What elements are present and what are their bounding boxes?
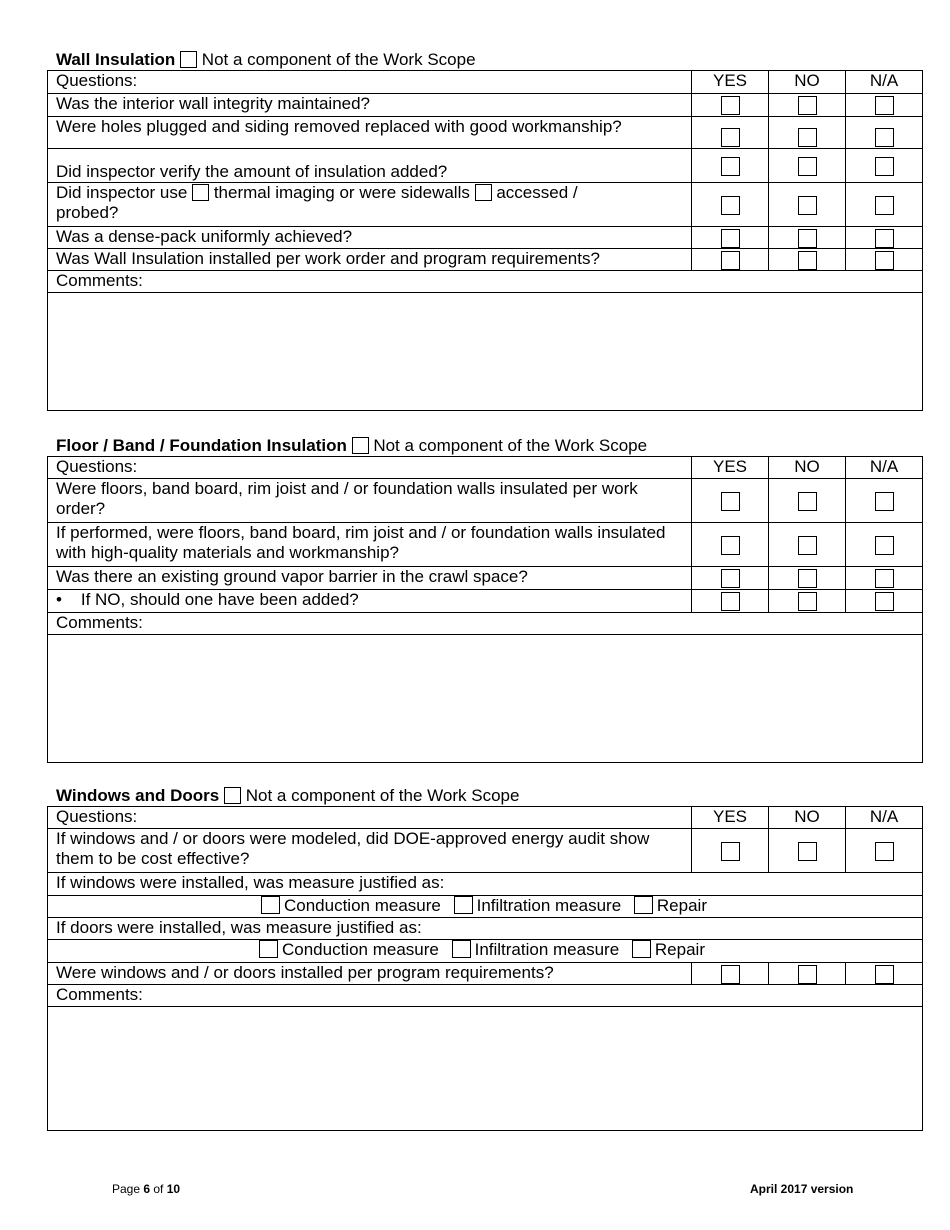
question-part: Did inspector use	[56, 183, 188, 202]
question-text-inspector-method	[48, 183, 692, 227]
bullet-icon: •	[56, 590, 62, 609]
question-text: If NO, should one have been added?	[80, 590, 359, 609]
yes-checkbox[interactable]	[721, 842, 740, 861]
yes-checkbox[interactable]	[721, 128, 740, 147]
na-checkbox[interactable]	[875, 592, 894, 611]
na-checkbox[interactable]	[875, 128, 894, 147]
table-row	[48, 183, 923, 227]
windows-repair-checkbox[interactable]	[634, 896, 653, 914]
table-row	[48, 94, 923, 117]
yes-header: YES	[692, 71, 769, 94]
yes-checkbox[interactable]	[721, 251, 740, 270]
comments-row	[48, 635, 923, 763]
table-header-row	[48, 457, 923, 479]
question-text: Were windows and / or doors installed per program requirements?	[48, 963, 692, 985]
question-text: Were holes plugged and siding removed replaced with good workmanship?	[48, 117, 692, 149]
question-text: If performed, were floors, band board, rim joist and / or foundation walls insulated with high-quality materials and workmanship?	[48, 523, 692, 567]
windows-questions-table	[47, 806, 923, 1131]
table-row	[48, 227, 923, 249]
comments-row	[48, 1007, 923, 1131]
table-row	[48, 590, 923, 613]
wall-comments-area[interactable]	[48, 293, 923, 411]
floor-comments-area[interactable]	[48, 635, 923, 763]
question-text: If windows and / or doors were modeled, did DOE-approved energy audit show them to be cost effective?	[48, 829, 692, 873]
table-row	[48, 940, 923, 963]
page-total: 10	[166, 1182, 181, 1196]
windows-justified-label: If windows were installed, was measure justified as:	[48, 873, 923, 896]
no-checkbox[interactable]	[798, 965, 817, 984]
table-row	[48, 479, 923, 523]
comments-label: Comments:	[48, 613, 923, 635]
windows-comments-area[interactable]	[48, 1007, 923, 1131]
no-checkbox[interactable]	[798, 128, 817, 147]
comments-label-row	[48, 613, 923, 635]
page-of: of	[150, 1182, 167, 1196]
no-checkbox[interactable]	[798, 592, 817, 611]
windows-not-component-label: Not a component of the Work Scope	[245, 786, 520, 805]
doors-infiltration-checkbox[interactable]	[452, 940, 471, 958]
version-label: April 2017 version	[750, 1182, 854, 1196]
option-label: Infiltration measure	[474, 940, 620, 959]
comments-label: Comments:	[48, 271, 923, 293]
table-row	[48, 117, 923, 149]
no-checkbox[interactable]	[798, 229, 817, 248]
na-header: N/A	[846, 71, 923, 94]
table-row	[48, 523, 923, 567]
na-header: N/A	[846, 807, 923, 829]
table-row	[48, 829, 923, 873]
floor-title: Floor / Band / Foundation Insulation	[56, 436, 347, 455]
na-checkbox[interactable]	[875, 569, 894, 588]
yes-header: YES	[692, 807, 769, 829]
thermal-imaging-checkbox[interactable]	[192, 184, 209, 201]
na-checkbox[interactable]	[875, 251, 894, 270]
doors-repair-checkbox[interactable]	[632, 940, 651, 958]
no-checkbox[interactable]	[798, 569, 817, 588]
comments-label-row	[48, 985, 923, 1007]
no-checkbox[interactable]	[798, 842, 817, 861]
no-checkbox[interactable]	[798, 536, 817, 555]
question-text: Were floors, band board, rim joist and / or foundation walls insulated per work order?	[48, 479, 692, 523]
na-header: N/A	[846, 457, 923, 479]
na-checkbox[interactable]	[875, 157, 894, 176]
option-label: Repair	[656, 896, 707, 915]
doors-conduction-checkbox[interactable]	[259, 940, 278, 958]
bullet-question	[48, 590, 692, 613]
na-checkbox[interactable]	[875, 965, 894, 984]
option-label: Infiltration measure	[476, 896, 622, 915]
question-text: Was there an existing ground vapor barrier in the crawl space?	[48, 567, 692, 590]
comments-label: Comments:	[48, 985, 923, 1007]
wall-title: Wall Insulation	[56, 50, 176, 69]
na-checkbox[interactable]	[875, 492, 894, 511]
question-part: accessed /	[496, 183, 578, 202]
yes-checkbox[interactable]	[721, 96, 740, 115]
option-label: Conduction measure	[281, 940, 439, 959]
no-checkbox[interactable]	[798, 157, 817, 176]
wall-not-component-label: Not a component of the Work Scope	[201, 50, 476, 69]
table-header-row	[48, 71, 923, 94]
option-label: Conduction measure	[283, 896, 441, 915]
option-label: Repair	[654, 940, 705, 959]
yes-checkbox[interactable]	[721, 492, 740, 511]
table-header-row	[48, 807, 923, 829]
floor-not-component-checkbox[interactable]	[352, 437, 369, 454]
sidewalls-accessed-checkbox[interactable]	[475, 184, 492, 201]
table-row	[48, 873, 923, 896]
table-row	[48, 918, 923, 940]
floor-questions-table	[47, 456, 923, 763]
windows-section-title	[56, 786, 519, 806]
question-part: thermal imaging or were sidewalls	[213, 183, 470, 202]
yes-checkbox[interactable]	[721, 965, 740, 984]
question-part: probed?	[56, 203, 119, 222]
windows-infiltration-checkbox[interactable]	[454, 896, 473, 914]
question-text: Did inspector verify the amount of insulation added?	[48, 149, 692, 183]
yes-header: YES	[692, 457, 769, 479]
na-checkbox[interactable]	[875, 229, 894, 248]
table-row	[48, 896, 923, 918]
na-checkbox[interactable]	[875, 196, 894, 215]
questions-header: Questions:	[48, 807, 692, 829]
windows-title: Windows and Doors	[56, 786, 220, 805]
page-current: 6	[143, 1182, 151, 1196]
windows-justification-options	[48, 896, 923, 918]
doors-justification-options	[48, 940, 923, 963]
yes-checkbox[interactable]	[721, 229, 740, 248]
page-prefix: Page	[112, 1182, 144, 1196]
na-checkbox[interactable]	[875, 536, 894, 555]
yes-checkbox[interactable]	[721, 569, 740, 588]
no-checkbox[interactable]	[798, 96, 817, 115]
floor-section-title	[56, 436, 647, 456]
table-row	[48, 567, 923, 590]
no-header: NO	[769, 71, 846, 94]
wall-not-component-checkbox[interactable]	[180, 51, 197, 68]
no-checkbox[interactable]	[798, 196, 817, 215]
na-checkbox[interactable]	[875, 842, 894, 861]
question-text: Was a dense-pack uniformly achieved?	[48, 227, 692, 249]
wall-section-title	[56, 50, 476, 70]
doors-justified-label: If doors were installed, was measure justified as:	[48, 918, 923, 940]
no-checkbox[interactable]	[798, 251, 817, 270]
question-text: Was Wall Insulation installed per work order and program requirements?	[48, 249, 692, 271]
yes-checkbox[interactable]	[721, 536, 740, 555]
comments-label-row	[48, 271, 923, 293]
table-row	[48, 149, 923, 183]
windows-not-component-checkbox[interactable]	[224, 787, 241, 804]
table-row	[48, 963, 923, 985]
floor-not-component-label: Not a component of the Work Scope	[373, 436, 648, 455]
questions-header: Questions:	[48, 457, 692, 479]
yes-checkbox[interactable]	[721, 592, 740, 611]
no-header: NO	[769, 457, 846, 479]
table-row	[48, 249, 923, 271]
no-checkbox[interactable]	[798, 492, 817, 511]
windows-conduction-checkbox[interactable]	[261, 896, 280, 914]
yes-checkbox[interactable]	[721, 196, 740, 215]
na-checkbox[interactable]	[875, 96, 894, 115]
yes-checkbox[interactable]	[721, 157, 740, 176]
page-number	[112, 1182, 180, 1196]
no-header: NO	[769, 807, 846, 829]
wall-questions-table	[47, 70, 923, 411]
comments-row	[48, 293, 923, 411]
question-text: Was the interior wall integrity maintained?	[48, 94, 692, 117]
questions-header: Questions:	[48, 71, 692, 94]
